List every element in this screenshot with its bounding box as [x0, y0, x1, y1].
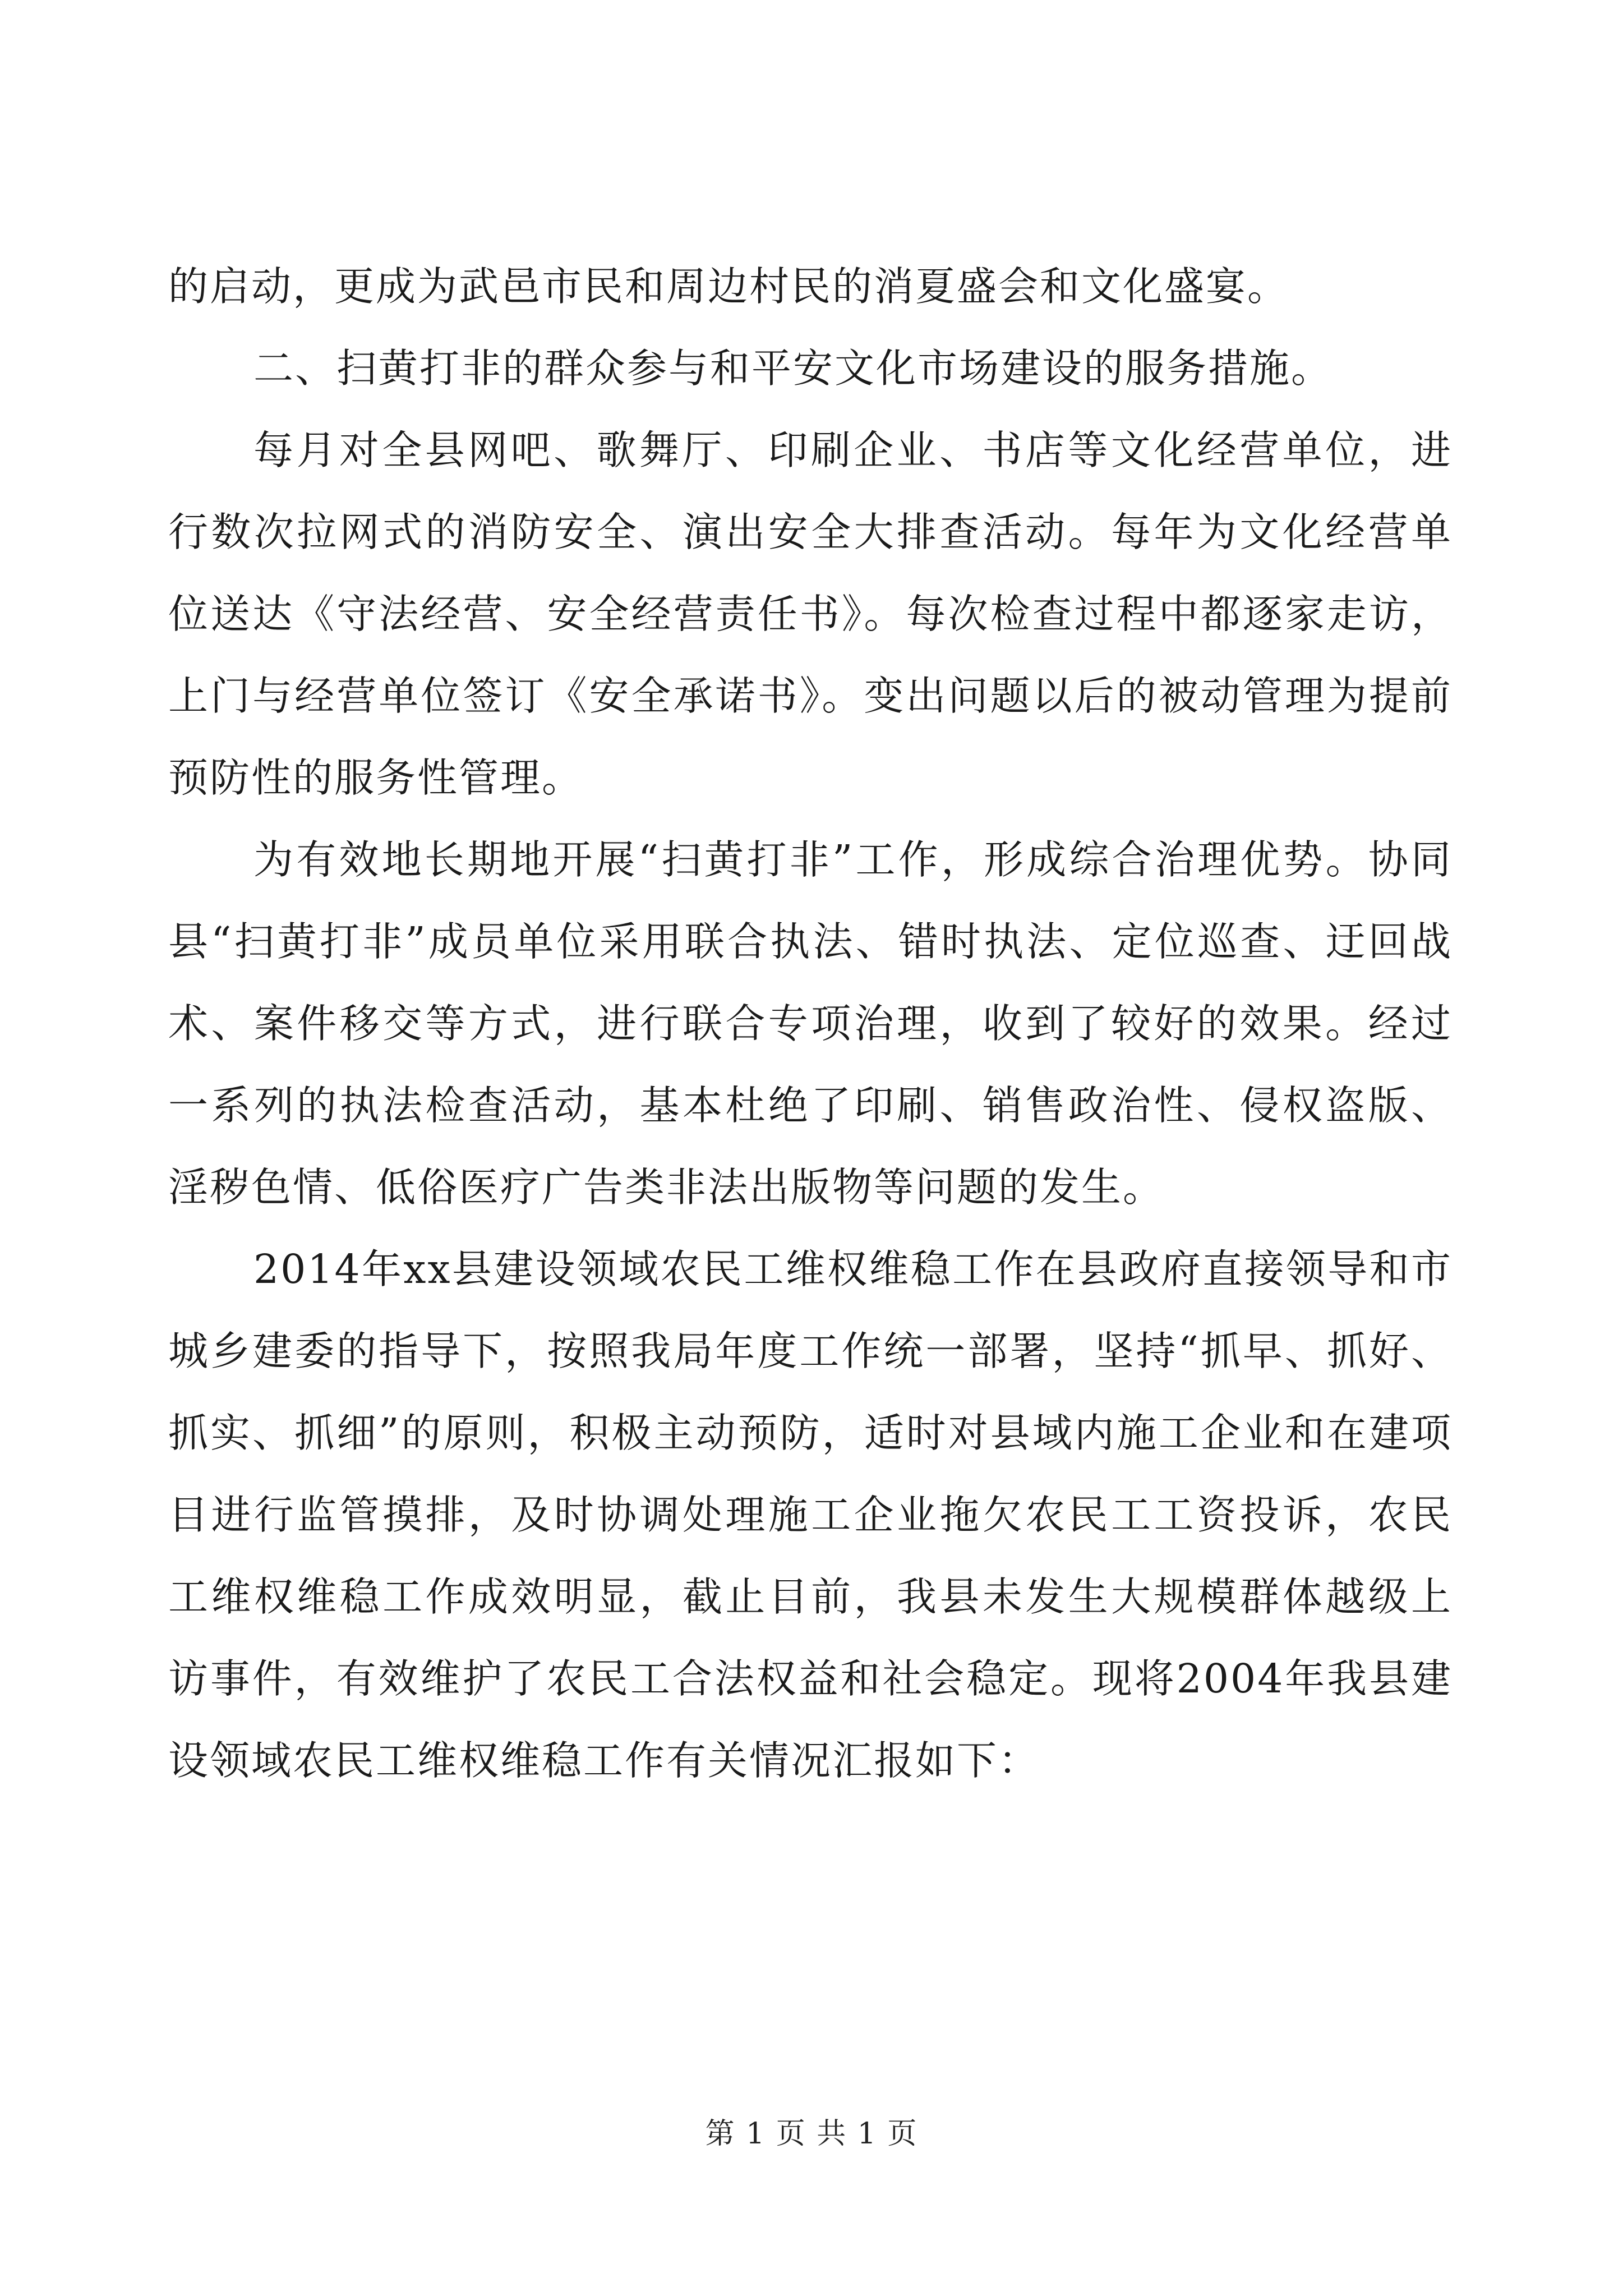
paragraph-3: 每月对全县网吧、歌舞厅、印刷企业、书店等文化经营单位，进行数次拉网式的消防安全、演出安全大排查活动。每年为文化经营单位送达《守法经营、安全经营责任书》。每次检查过程中都逐家走访，上门与经营单位签订《安全承诺书》。变出问题以后的被动管理为提前预防性的服务性管理。	[168, 427, 1453, 801]
paragraph-4: 为有效地长期地开展“扫黄打非”工作，形成综合治理优势。协同县“扫黄打非”成员单位采用联合执法、错时执法、定位巡查、迂回战术、案件移交等方式，进行联合专项治理，收到了较好的效果。经过一系列的执法检查活动，基本杜绝了印刷、销售政治性、侵权盗版、淫秽色情、低俗医疗广告类非法出版物等问题的发生。	[168, 836, 1453, 1211]
paragraph-5: 2014年xx县建设领域农民工维权维稳工作在县政府直接领导和市城乡建委的指导下，按照我局年度工作统一部署，坚持“抓早、抓好、抓实、抓细”的原则，积极主动预防，适时对县域内施工企业和在建项目进行监管摸排，及时协调处理施工企业拖欠农民工工资投诉，农民工维权维稳工作成效明显，截止目前，我县未发生大规模群体越级上访事件，有效维护了农民工合法权益和社会稳定。现将2004年我县建设领域农民工维权维稳工作有关情况汇报如下：	[168, 1246, 1453, 1784]
document-body	[168, 246, 1453, 1802]
paragraph-2-heading: 二、扫黄打非的群众参与和平安文化市场建设的服务措施。	[253, 345, 1333, 392]
paragraph-1: 的启动，更成为武邑市民和周边村民的消夏盛会和文化盛宴。	[168, 263, 1289, 310]
page-footer: 第 1 页 共 1 页	[705, 2117, 918, 2151]
